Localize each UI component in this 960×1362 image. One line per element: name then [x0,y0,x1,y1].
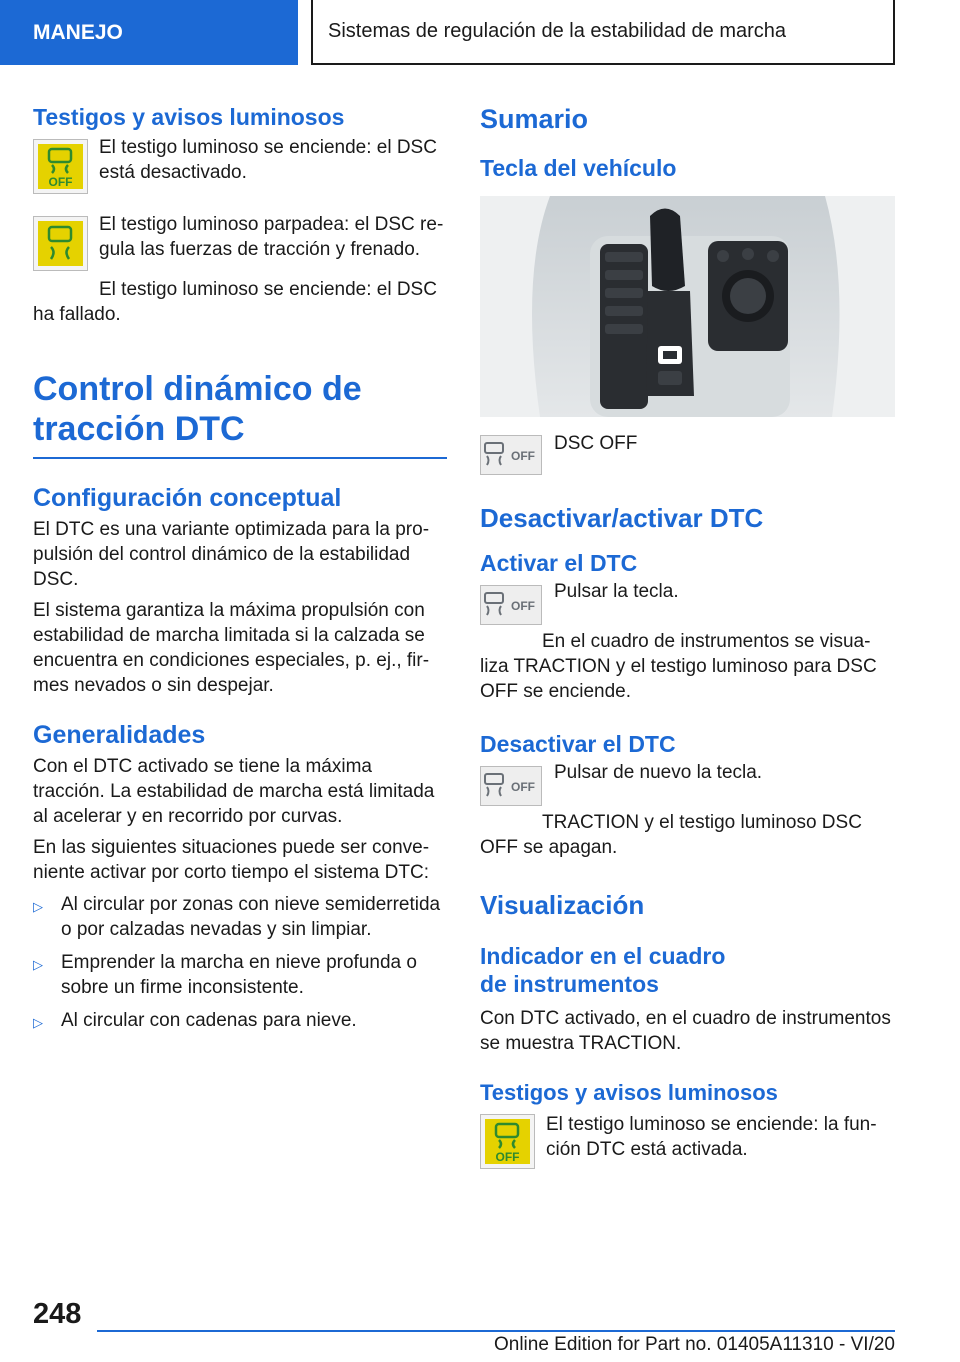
left-column [33,100,447,1035]
deactivate-description: TRACTION y el testigo luminoso DSC OFF se apagan. [480,812,862,858]
list-item [33,950,447,1000]
list-item [33,1008,447,1035]
dtc-active-warning-item [480,1112,895,1169]
dsc-off-key-row [480,431,895,475]
situations-list [33,892,447,1035]
concept-heading: Configuración conceptual [33,484,342,512]
svg-text:OFF: OFF [511,780,535,794]
toggle-heading: Desactivar/activar DTC [480,503,764,533]
indicator-heading-line2: de instrumentos [480,971,659,997]
svg-text:OFF: OFF [495,1150,520,1164]
dtc-title [33,369,447,459]
warning-text-1: El testigo luminoso se enciende: el DSC está desactivado. [99,137,437,183]
page-number: 248 [33,1298,82,1330]
display-heading: Visualización [480,890,645,920]
activate-step [480,579,895,625]
dsc-off-warning-icon [33,139,88,194]
section-tab [0,0,298,65]
chapter-title: Sistemas de regulación de la estabilidad de marcha [328,20,787,42]
warning-text-3: El testigo luminoso se enciende: el DSC ha fallado. [33,279,437,325]
center-console-photo [480,196,895,417]
indicator-heading [480,942,895,998]
car-skid-off-button-icon [483,590,539,620]
right-warnings-heading: Testigos y avisos luminosos [480,1080,778,1105]
dtc-title-line2: tracción DTC [33,410,245,448]
dtc-active-warning-icon [480,1114,535,1169]
key-heading: Tecla del vehículo [480,155,677,181]
warning-item-dsc-regulating [33,212,447,271]
indicator-paragraph: Con DTC activado, en el cuadro de instrumentos se muestra TRACTION. [480,1008,891,1054]
svg-text:OFF: OFF [511,449,535,463]
triangle-bullet-icon: ▷ [33,957,43,972]
list-item-text: Emprender la marcha en nieve profunda o sobre un firme inconsistente. [61,952,417,998]
dsc-off-button-icon [480,585,542,625]
dsc-off-button-icon [480,766,542,806]
list-item-text: Al circular por zonas con nieve semiderretida o por calzadas nevadas y sin limpiar. [61,894,441,940]
deactivate-step [480,760,895,806]
right-column [480,100,895,1169]
footer-divider [97,1330,895,1332]
general-heading: Generalidades [33,721,206,749]
car-skid-icon [38,221,83,266]
car-skid-off-icon [38,144,83,189]
page-header [311,0,895,65]
dtc-section-title [33,369,447,459]
warning-text-2: El testigo luminoso parpadea: el DSC re-gula las fuerzas de tracción y frenado. [99,214,444,260]
warning-item-dsc-off [33,135,447,194]
dsc-off-label: DSC OFF [554,433,638,454]
summary-heading: Sumario [480,104,589,134]
dtc-active-warning-text: El testigo luminoso se enciende: la fun-ción DTC está activada. [546,1114,877,1160]
activate-heading: Activar el DTC [480,550,638,576]
dsc-off-button-icon [480,435,542,475]
car-skid-off-icon [485,1119,530,1164]
activate-instruction: Pulsar la tecla. [554,581,679,602]
list-item [33,892,447,942]
triangle-bullet-icon: ▷ [33,1015,43,1030]
edition-footer: Online Edition for Part no. 01405A11310 - VI/20 [493,1334,895,1355]
concept-paragraph-2: El sistema garantiza la máxima propulsión con estabilidad de marcha limitada si la calzada se encuentra en condiciones especiales, p. ej., fir-mes nevados o sin despejar. [33,600,430,696]
svg-text:OFF: OFF [48,175,73,189]
list-item-text: Al circular con cadenas para nieve. [61,1010,357,1031]
general-paragraph-2: En las siguientes situaciones puede ser conve-niente activar por corto tiempo el sistema DTC: [33,837,430,883]
car-skid-off-button-icon [483,771,539,801]
indicator-heading-line1: Indicador en el cuadro [480,943,726,969]
general-paragraph-1: Con el DTC activado se tiene la máxima tracción. La estabilidad de marcha está limitada al acelerar y en recorrido por curvas. [33,756,435,827]
svg-text:OFF: OFF [511,599,535,613]
concept-paragraph-1: El DTC es una variante optimizada para la pro-pulsión del control dinámico de la estabilidad DSC. [33,519,430,590]
warnings-heading: Testigos y avisos luminosos [33,104,345,130]
activate-description: En el cuadro de instrumentos se visua-liza TRACTION y el testigo luminoso para DSC OFF se enciende. [480,631,877,702]
dtc-title-line1: Control dinámico de [33,370,362,408]
dsc-regulating-warning-icon [33,216,88,271]
section-label: MANEJO [33,20,123,44]
deactivate-heading: Desactivar el DTC [480,731,676,757]
deactivate-instruction: Pulsar de nuevo la tecla. [554,762,763,783]
car-skid-off-button-icon [483,440,539,470]
triangle-bullet-icon: ▷ [33,899,43,914]
